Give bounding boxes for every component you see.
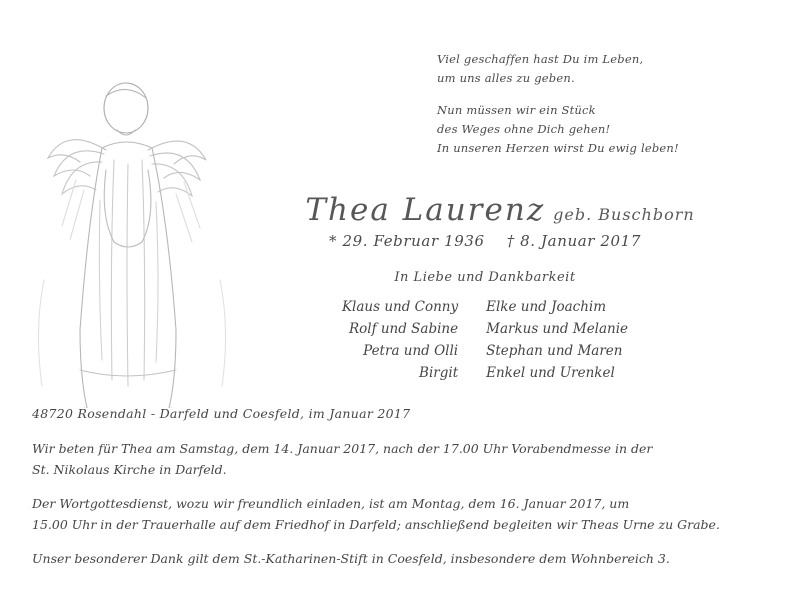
poem-stanza bbox=[437, 101, 767, 158]
note-line: Wir beten für Thea am Samstag, dem 14. Januar 2017, nach der 17.00 Uhr Vorabendmesse in der bbox=[32, 441, 653, 456]
service-notes bbox=[32, 438, 752, 569]
birth-date: * 29. Februar 1936 bbox=[329, 232, 485, 250]
dedication-line: In Liebe und Dankbarkeit bbox=[394, 270, 576, 285]
poem-line: In unseren Herzen wirst Du ewig leben! bbox=[437, 141, 679, 155]
mourner-name: Birgit bbox=[419, 365, 459, 381]
angel-pencil-drawing-illustration bbox=[14, 30, 255, 408]
mourner-name: Klaus und Conny bbox=[341, 299, 459, 315]
table-row bbox=[342, 340, 628, 362]
table-row bbox=[342, 296, 628, 318]
note-line: Unser besonderer Dank gilt dem St.-Katharinen-Stift in Coesfeld, insbesondere dem Wohnbereich 3. bbox=[32, 551, 670, 566]
mourner-name: Stephan und Maren bbox=[486, 343, 623, 359]
poem-line: des Weges ohne Dich gehen! bbox=[437, 122, 611, 136]
poem-block bbox=[437, 50, 767, 158]
death-date: † 8. Januar 2017 bbox=[506, 232, 641, 250]
deceased-name: Thea Laurenz bbox=[305, 192, 546, 228]
deceased-name-row bbox=[250, 192, 750, 228]
note-line: St. Nikolaus Kirche in Darfeld. bbox=[32, 462, 227, 477]
deceased-maiden-name: geb. Buschborn bbox=[553, 205, 695, 224]
service-note-paragraph bbox=[32, 493, 752, 535]
service-note-paragraph bbox=[32, 438, 752, 480]
mourner-name: Enkel und Urenkel bbox=[486, 365, 615, 381]
poem-line: Viel geschaffen hast Du im Leben, bbox=[437, 52, 644, 66]
note-line: 15.00 Uhr in der Trauerhalle auf dem Friedhof in Darfeld; anschließend begleiten wir Theas Urne zu Grabe. bbox=[32, 517, 720, 532]
table-row bbox=[342, 362, 628, 384]
mourner-name: Petra und Olli bbox=[363, 343, 459, 359]
mourners-list bbox=[250, 296, 720, 384]
angel-icon bbox=[14, 30, 255, 408]
poem-line: Nun müssen wir ein Stück bbox=[437, 103, 596, 117]
place-and-date-line: 48720 Rosendahl - Darfeld und Coesfeld, im Januar 2017 bbox=[32, 406, 411, 421]
service-note-paragraph bbox=[32, 548, 752, 569]
life-dates bbox=[250, 232, 720, 250]
table-row bbox=[342, 318, 628, 340]
mourner-name: Markus und Melanie bbox=[486, 321, 629, 337]
mourner-name: Rolf und Sabine bbox=[348, 321, 459, 337]
poem-stanza bbox=[437, 50, 767, 88]
note-line: Der Wortgottesdienst, wozu wir freundlich einladen, ist am Montag, dem 16. Januar 2017, um bbox=[32, 496, 630, 511]
mourner-name: Elke und Joachim bbox=[486, 299, 607, 315]
mourners-table bbox=[342, 296, 628, 384]
poem-line: um uns alles zu geben. bbox=[437, 71, 575, 85]
